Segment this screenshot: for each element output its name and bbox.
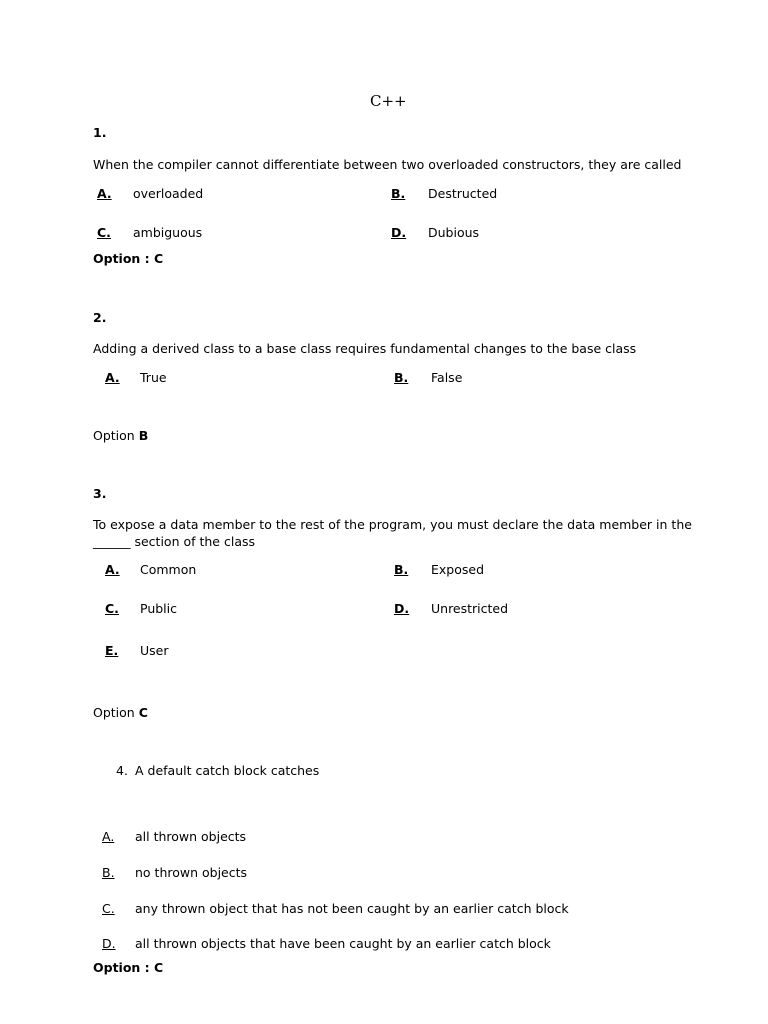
answer-letter: C xyxy=(138,705,148,720)
answer-prefix: Option xyxy=(93,428,139,443)
q3-option-b-text: Exposed xyxy=(431,562,485,577)
q4-option-c-text: any thrown object that has not been caught by an earlier catch block xyxy=(135,901,569,916)
q4-option-b-text: no thrown objects xyxy=(135,865,248,880)
q4-option-b-letter: B. xyxy=(102,865,115,880)
question-1-number: 1. xyxy=(93,125,107,140)
q3-option-c-letter: C. xyxy=(105,601,119,616)
q4-option-c-letter: C. xyxy=(102,901,115,916)
q3-option-d-text: Unrestricted xyxy=(431,601,509,616)
page-title: C++ xyxy=(370,92,407,110)
question-2-number: 2. xyxy=(93,310,107,325)
q1-option-b-text: Destructed xyxy=(428,186,498,201)
q4-option-a-letter: A. xyxy=(102,829,115,844)
question-1-answer: Option : C xyxy=(93,251,164,266)
q1-option-d-letter: D. xyxy=(391,225,407,240)
question-3-number: 3. xyxy=(93,486,107,501)
q4-option-a-text: all thrown objects xyxy=(135,829,247,844)
q1-option-c-letter: C. xyxy=(97,225,111,240)
question-2-answer xyxy=(93,428,148,443)
question-1-text: When the compiler cannot differentiate between two overloaded constructors, they are called xyxy=(93,157,682,172)
q1-option-b-letter: B. xyxy=(391,186,406,201)
q1-option-a-letter: A. xyxy=(97,186,112,201)
q3-option-b-letter: B. xyxy=(394,562,409,577)
question-3-answer xyxy=(93,705,148,720)
q1-option-d-text: Dubious xyxy=(428,225,480,240)
question-2-text: Adding a derived class to a base class requires fundamental changes to the base class xyxy=(93,341,637,356)
q2-option-b-letter: B. xyxy=(394,370,409,385)
question-4-text: A default catch block catches xyxy=(135,763,320,778)
question-3-text-line2: ______ section of the class xyxy=(93,534,256,549)
answer-prefix: Option xyxy=(93,705,139,720)
q3-option-d-letter: D. xyxy=(394,601,410,616)
q3-option-c-text: Public xyxy=(140,601,177,616)
q1-option-a-text: overloaded xyxy=(133,186,204,201)
question-4-answer: Option : C xyxy=(93,960,164,975)
q2-option-b-text: False xyxy=(431,370,463,385)
question-3-text-line1: To expose a data member to the rest of the program, you must declare the data member in the xyxy=(93,517,692,532)
q2-option-a-text: True xyxy=(140,370,167,385)
q3-option-a-letter: A. xyxy=(105,562,120,577)
q4-option-d-text: all thrown objects that have been caught by an earlier catch block xyxy=(135,936,551,951)
q2-option-a-letter: A. xyxy=(105,370,120,385)
answer-letter: B xyxy=(138,428,149,443)
q3-option-e-letter: E. xyxy=(105,643,119,658)
question-4-number: 4. xyxy=(116,763,128,778)
q1-option-c-text: ambiguous xyxy=(133,225,203,240)
q3-option-e-text: User xyxy=(140,643,169,658)
q3-option-a-text: Common xyxy=(140,562,197,577)
q4-option-d-letter: D. xyxy=(102,936,116,951)
